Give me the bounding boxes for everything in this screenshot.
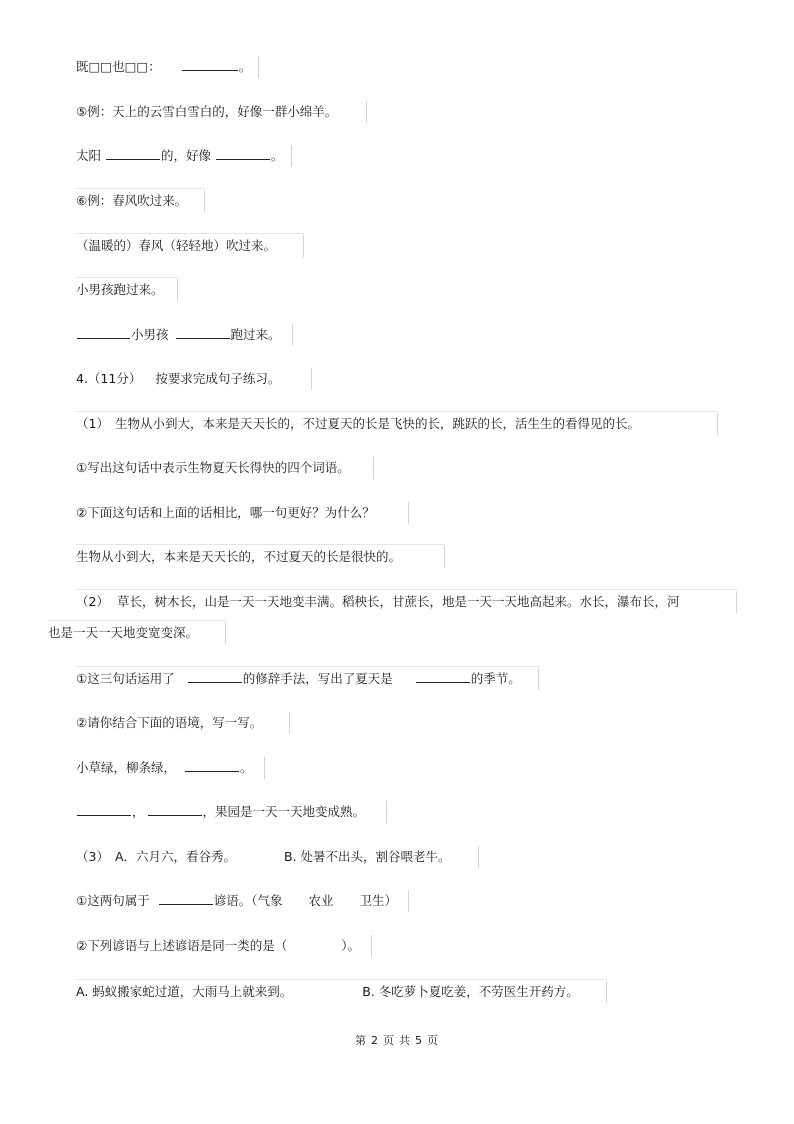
text-line <box>76 759 265 777</box>
answer-blank[interactable] <box>185 759 239 772</box>
divider <box>177 279 178 301</box>
text-line <box>76 58 259 76</box>
answer-blank[interactable] <box>106 147 160 160</box>
text-segment: 。 <box>240 760 253 775</box>
text-line <box>48 624 226 642</box>
text-line <box>76 548 445 566</box>
divider <box>225 622 226 644</box>
option-b: B. 冬吃萝卜夏吃姜，不劳医生开药方。 <box>362 984 579 999</box>
text-segment: 谚语。（气象 <box>213 893 283 908</box>
text-line <box>76 892 409 910</box>
text-line <box>76 848 479 866</box>
option-a: A．六月六，看谷秀。 <box>114 849 237 864</box>
text-line <box>76 593 737 611</box>
divider <box>408 502 409 524</box>
text-segment: 也是一天一天地变宽变深。 <box>48 625 199 640</box>
text-segment: ①这两句属于 <box>76 893 150 908</box>
divider <box>538 668 539 690</box>
option-b: B. 处暑不出头，割谷喂老牛。 <box>284 849 451 864</box>
text-segment: 既□□也□□： <box>76 59 161 74</box>
text-line <box>76 937 372 955</box>
divider <box>204 190 205 212</box>
text-segment: ②请你结合下面的语境，写一写。 <box>76 715 263 730</box>
divider <box>311 368 312 390</box>
divider <box>606 981 607 1003</box>
divider <box>303 235 304 257</box>
divider <box>289 712 290 734</box>
text-segment: ， <box>132 804 145 819</box>
text-segment: 太阳 <box>76 148 102 163</box>
divider <box>76 188 205 189</box>
divider <box>371 935 372 957</box>
divider <box>291 145 292 167</box>
footer-text: 页 <box>427 1034 439 1047</box>
page-footer <box>0 1032 794 1048</box>
divider <box>76 666 539 667</box>
divider <box>408 890 409 912</box>
text-line <box>76 803 387 821</box>
divider <box>444 546 445 568</box>
text-line <box>76 504 409 522</box>
sub-question-number: （3） <box>76 849 109 864</box>
text-segment: ）。 <box>341 938 360 953</box>
text-line <box>76 192 205 210</box>
text-segment: 小男孩跑过来。 <box>76 282 164 297</box>
text-segment: 按要求完成句子练习。 <box>155 371 281 386</box>
question-heading <box>76 370 312 388</box>
text-segment: 的，好像 <box>161 148 212 163</box>
footer-text: 页 <box>383 1034 395 1047</box>
text-segment: 生物从小到大，本来是天天长的，不过夏天的长是很快的。 <box>76 549 402 564</box>
answer-blank[interactable] <box>216 147 270 160</box>
divider <box>48 620 226 621</box>
divider <box>366 101 367 123</box>
text-segment: 。 <box>238 59 252 74</box>
text-segment: 农业 <box>308 893 334 908</box>
text-segment: ①写出这句话中表示生物夏天长得快的四个词语。 <box>76 460 350 475</box>
answer-blank[interactable] <box>77 803 131 816</box>
text-segment: 跑过来。 <box>230 327 281 342</box>
divider <box>76 979 607 980</box>
divider <box>76 589 737 590</box>
divider <box>386 801 387 823</box>
footer-text: 第 <box>355 1034 367 1047</box>
text-segment: 。 <box>271 148 284 163</box>
footer-text: 共 <box>399 1034 411 1047</box>
answer-blank[interactable] <box>148 803 202 816</box>
divider <box>76 544 445 545</box>
text-segment: 卫生） <box>359 893 398 908</box>
text-segment: ②下面这句话和上面的话相比，哪一句更好？为什么？ <box>76 505 375 520</box>
divider <box>258 56 259 78</box>
text-segment: ⑤例：天上的云雪白雪白的，好像一群小绵羊。 <box>76 104 338 119</box>
divider <box>76 411 718 412</box>
text-segment: 的季节。 <box>470 671 521 686</box>
text-segment: 生物从小到大，本来是天天长的，不过夏天的长是飞快的长，跳跃的长，活生生的看得见的长。 <box>114 416 640 431</box>
divider <box>76 277 178 278</box>
text-segment: 的修辞手法，写出了夏天是 <box>242 671 393 686</box>
answer-blank[interactable] <box>188 670 242 683</box>
divider <box>264 757 265 779</box>
answer-blank[interactable] <box>176 326 230 339</box>
sub-question-number: （2） <box>76 594 109 609</box>
question-number: 4.（11分） <box>76 371 142 386</box>
answer-blank[interactable] <box>416 670 470 683</box>
text-line <box>76 670 539 688</box>
text-line <box>76 415 718 433</box>
text-segment: ②下列谚语与上述谚语是同一类的是（ <box>76 938 288 953</box>
current-page-number: 2 <box>371 1034 379 1047</box>
divider <box>717 413 718 435</box>
text-segment: 小男孩 <box>131 327 169 342</box>
text-line <box>76 147 292 165</box>
divider <box>292 324 293 346</box>
text-segment: （温暖的）春风（轻轻地）吹过来。 <box>76 238 277 253</box>
text-line <box>76 714 290 732</box>
divider <box>478 846 479 868</box>
sub-question-number: （1） <box>76 416 109 431</box>
text-line <box>76 983 607 1001</box>
divider <box>373 457 374 479</box>
divider <box>736 591 737 613</box>
text-line <box>76 103 367 121</box>
text-line <box>76 326 293 344</box>
answer-blank[interactable] <box>182 58 238 71</box>
total-pages-number: 5 <box>415 1034 423 1047</box>
text-segment: ①这三句话运用了 <box>76 671 175 686</box>
text-segment: ⑥例：春风吹过来。 <box>76 193 188 208</box>
text-segment: ，果园是一天一天地变成熟。 <box>202 804 366 819</box>
text-segment: 草长，树木长，山是一天一天地变丰满。稻秧长，甘蔗长，地是一天一天地高起来。水长，瀑布长，河 <box>116 594 680 609</box>
answer-blank[interactable] <box>159 892 213 905</box>
option-a: A. 蚂蚁搬家蛇过道，大雨马上就来到。 <box>76 984 293 999</box>
answer-blank[interactable] <box>77 326 130 339</box>
text-segment: 小草绿，柳条绿， <box>76 760 177 775</box>
text-line <box>76 459 374 477</box>
divider <box>76 233 304 234</box>
text-line <box>76 281 178 299</box>
text-line <box>76 237 304 255</box>
